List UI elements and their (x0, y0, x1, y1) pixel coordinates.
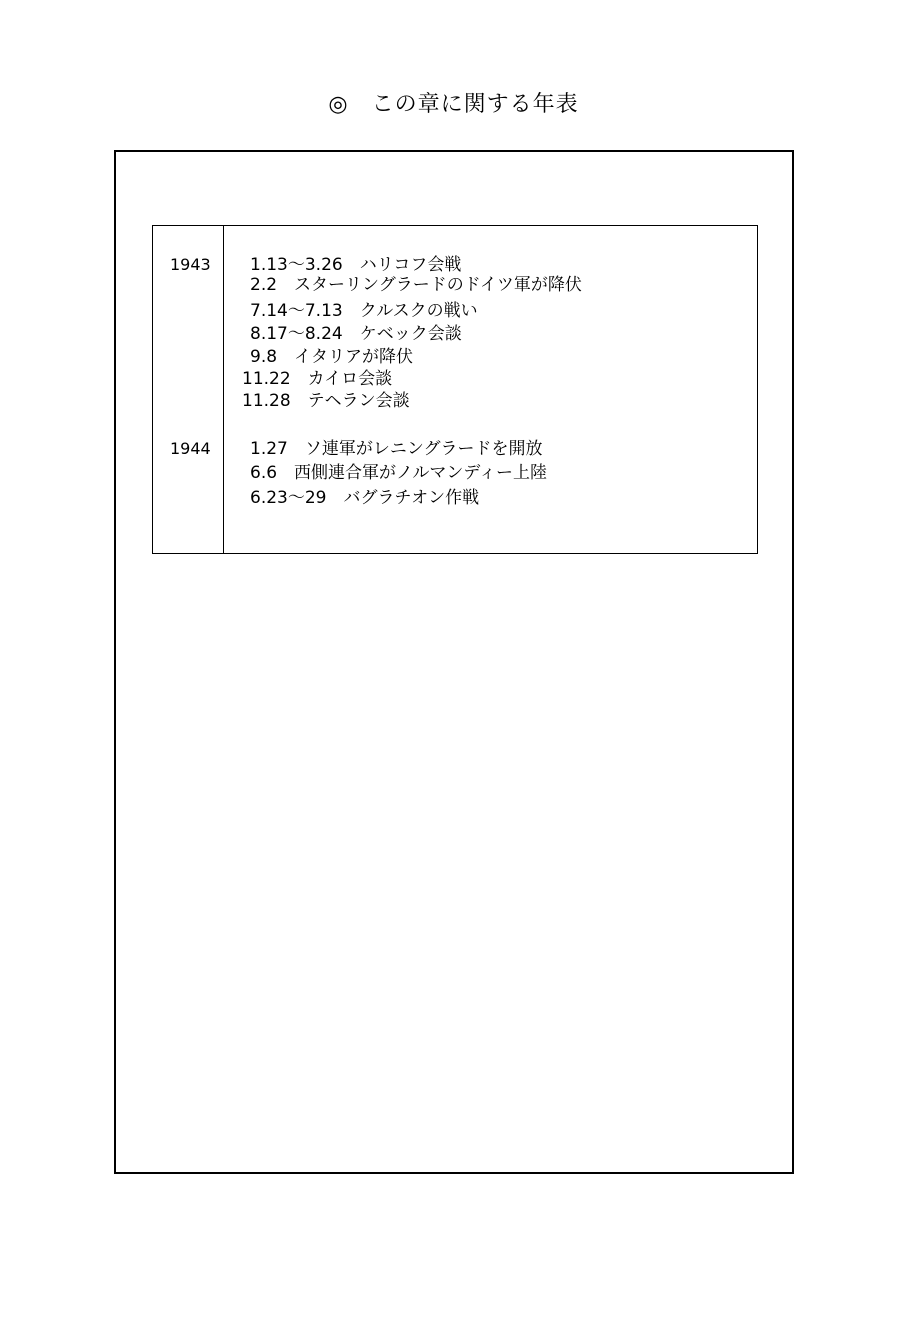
timeline-table (152, 225, 758, 554)
timeline-event: 1.13〜3.26 ハリコフ会戦 (250, 255, 462, 275)
year-label: 1944 (170, 439, 211, 458)
timeline-event: 1.27 ソ連軍がレニングラードを開放 (250, 439, 543, 459)
page-title: ◎ この章に関する年表 (328, 92, 579, 117)
timeline-event: 7.14〜7.13 クルスクの戦い (250, 301, 478, 321)
timeline-event: 9.8 イタリアが降伏 (250, 347, 414, 367)
column-divider (223, 226, 224, 553)
timeline-event: 6.6 西側連合軍がノルマンディー上陸 (250, 463, 547, 483)
timeline-event: 11.22 カイロ会談 (242, 369, 393, 389)
timeline-event: 8.17〜8.24 ケベック会談 (250, 324, 462, 344)
year-label: 1943 (170, 255, 211, 274)
timeline-event: 6.23〜29 バグラチオン作戦 (250, 488, 480, 508)
timeline-event: 2.2 スターリングラードのドイツ軍が降伏 (250, 275, 582, 295)
timeline-event: 11.28 テヘラン会談 (242, 391, 410, 411)
